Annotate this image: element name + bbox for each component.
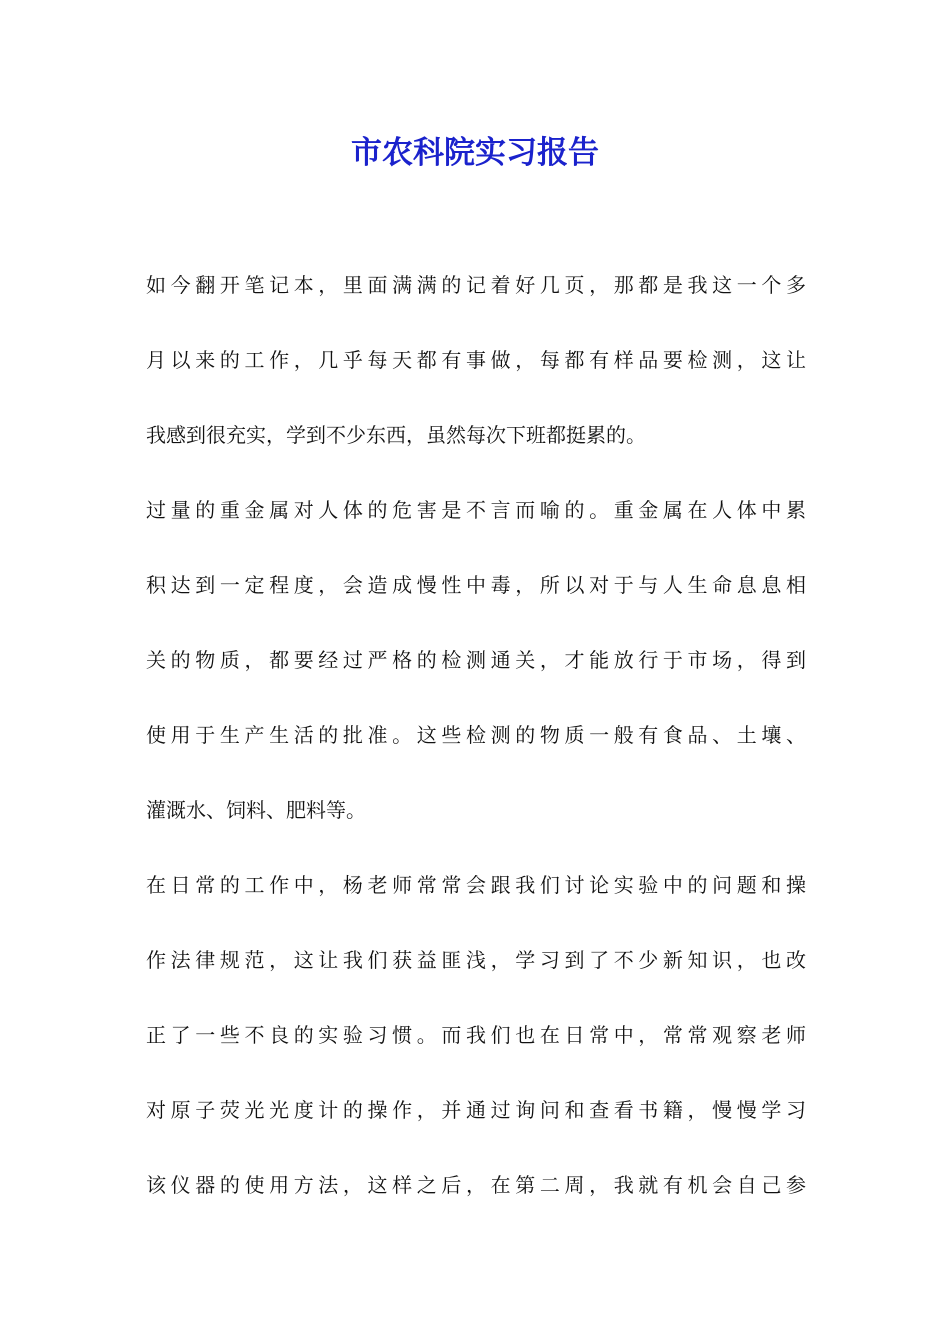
text-line: 该仪器的使用方法，这样之后，在第二周，我就有机会自己参	[146, 1173, 806, 1197]
text-line: 正了一些不良的实验习惯。而我们也在日常中，常常观察老师	[146, 1023, 806, 1047]
text-line: 如今翻开笔记本，里面满满的记着好几页，那都是我这一个多	[146, 273, 806, 297]
document-title: 市农科院实习报告	[351, 135, 599, 171]
text-line: 灌溉水、饲料、肥料等。	[146, 798, 366, 822]
text-line: 我感到很充实，学到不少东西，虽然每次下班都挺累的。	[146, 423, 646, 447]
paragraph-3	[146, 860, 806, 1235]
document-body	[146, 260, 806, 1235]
text-line: 关的物质，都要经过严格的检测通关，才能放行于市场，得到	[146, 648, 806, 672]
paragraph-2	[146, 485, 806, 860]
text-line: 作法律规范，这让我们获益匪浅，学习到了不少新知识，也改	[146, 948, 806, 972]
text-line: 积达到一定程度，会造成慢性中毒，所以对于与人生命息息相	[146, 573, 806, 597]
text-line: 对原子荧光光度计的操作，并通过询问和查看书籍，慢慢学习	[146, 1098, 806, 1122]
text-line: 使用于生产生活的批准。这些检测的物质一般有食品、土壤、	[146, 723, 806, 747]
text-line: 在日常的工作中，杨老师常常会跟我们讨论实验中的问题和操	[146, 873, 806, 897]
text-line: 过量的重金属对人体的危害是不言而喻的。重金属在人体中累	[146, 498, 806, 522]
paragraph-1	[146, 260, 806, 485]
text-line: 月以来的工作，几乎每天都有事做，每都有样品要检测，这让	[146, 348, 806, 372]
